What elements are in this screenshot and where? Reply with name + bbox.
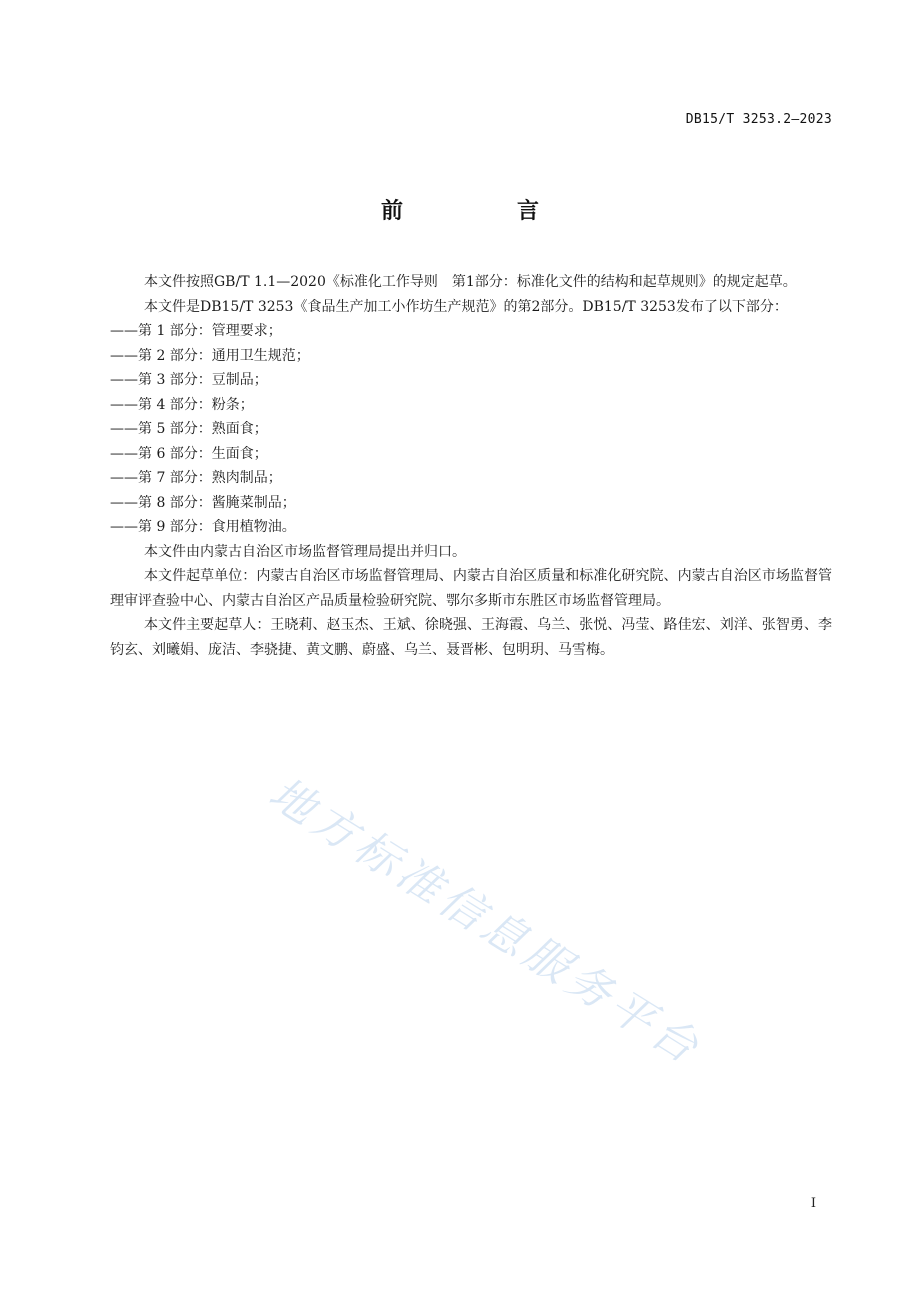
- paragraph-series-intro: 本文件是DB15/T 3253《食品生产加工小作坊生产规范》的第2部分。DB15/T 3253发布了以下部分：: [144, 298, 788, 315]
- list-item-part-9: ——第 9 部分：食用植物油。: [110, 519, 296, 535]
- page-title: 前 言: [380, 199, 585, 224]
- list-item-part-8: ——第 8 部分：酱腌菜制品；: [110, 494, 296, 511]
- watermark-text: 地方标准信息服务平台: [260, 767, 712, 1076]
- list-item-part-7: ——第 7 部分：熟肉制品；: [110, 470, 282, 486]
- list-item-part-3: ——第 3 部分：豆制品；: [110, 372, 268, 388]
- list-item-part-2: ——第 2 部分：通用卫生规范；: [110, 347, 310, 364]
- list-item-part-5: ——第 5 部分：熟面食；: [110, 421, 268, 437]
- standard-code: DB15/T 3253.2—2023: [685, 112, 832, 127]
- list-item-part-4: ——第 4 部分：粉条；: [110, 396, 254, 413]
- list-item-part-6: ——第 6 部分：生面食；: [110, 445, 268, 462]
- paragraph-drafters: 本文件主要起草人：王晓莉、赵玉杰、王斌、徐晓强、王海霞、乌兰、张悦、冯莹、路佳宏、刘洋、张智勇、李钧玄、刘曦娟、庞洁、李骁捷、黄文鹏、蔚盛、乌兰、聂晋彬、包明玥、马雪梅。: [110, 617, 832, 658]
- foreword-body: [110, 270, 832, 662]
- paragraph-proposer: 本文件由内蒙古自治区市场监督管理局提出并归口。: [144, 543, 466, 560]
- paragraph-drafting-rules: 本文件按照GB/T 1.1—2020《标准化工作导则 第1部分：标准化文件的结构和起草规则》的规定起草。: [144, 274, 797, 290]
- list-item-part-1: ——第 1 部分：管理要求；: [110, 323, 282, 339]
- paragraph-drafting-units: 本文件起草单位：内蒙古自治区市场监督管理局、内蒙古自治区质量和标准化研究院、内蒙古自治区市场监督管理审评查验中心、内蒙古自治区产品质量检验研究院、鄂尔多斯市东胜区市场监督管理局。: [110, 568, 832, 609]
- page-number: I: [810, 1196, 816, 1211]
